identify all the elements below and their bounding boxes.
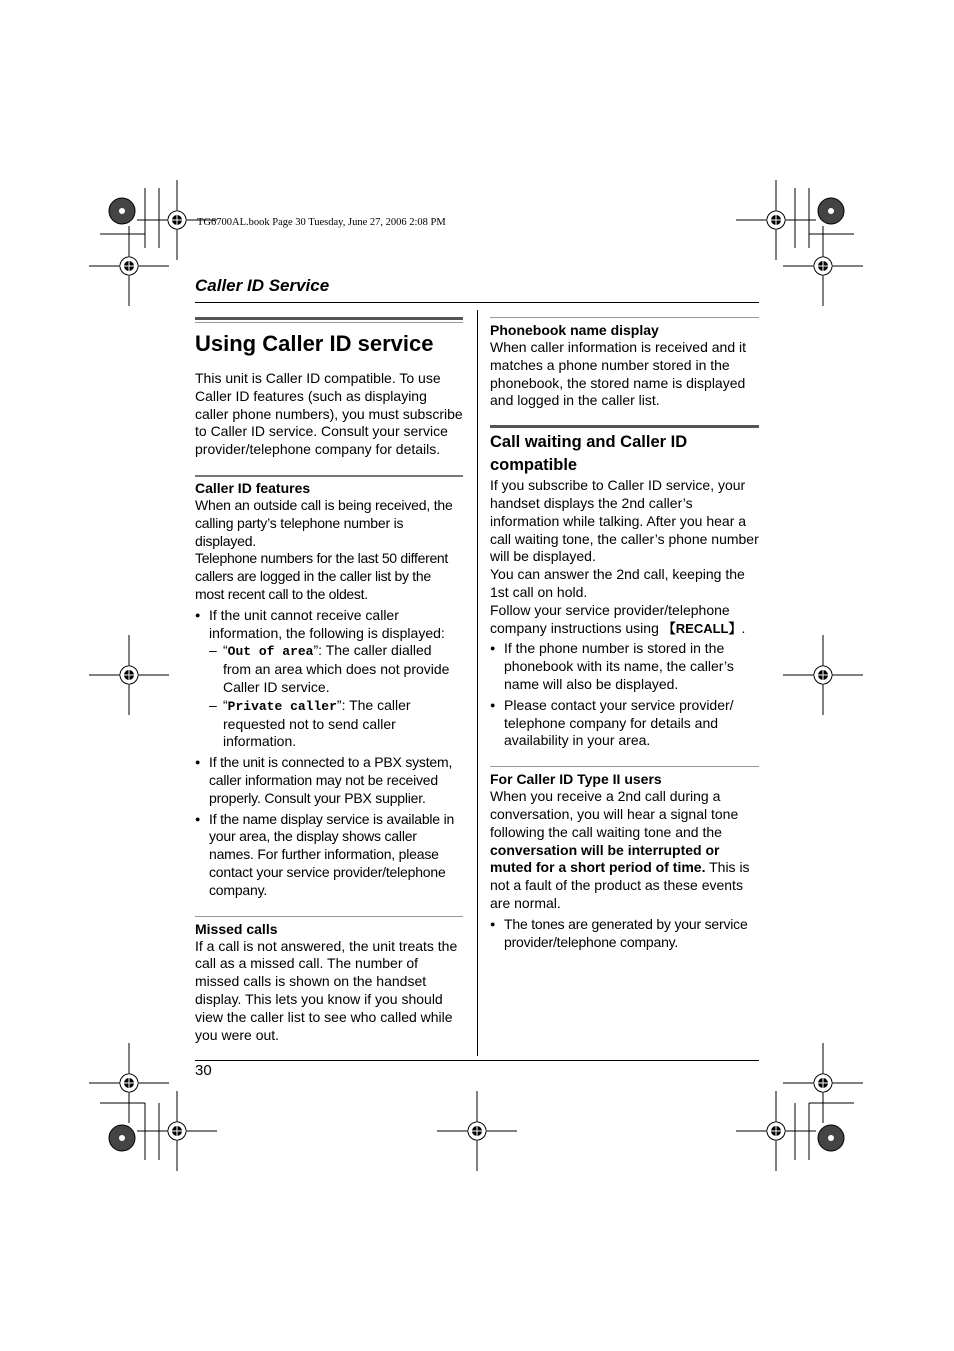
call-waiting-heading: Call waiting and Caller ID compatible xyxy=(490,433,688,475)
heading-bar-thin xyxy=(195,322,463,323)
bullet-text: Please contact your service provider/ telephone company for details and availability in your area. xyxy=(504,696,734,749)
page-number: 30 xyxy=(195,1062,212,1079)
list-item xyxy=(490,916,759,952)
list-item: – “Out of area”: The caller dialled from an area which does not provide Caller ID service. xyxy=(209,642,463,696)
bullet-text: If the unit cannot receive caller information, the following is displayed: xyxy=(209,606,445,641)
left-column xyxy=(195,317,463,1044)
display-message: Private caller xyxy=(227,698,337,714)
features-bullets xyxy=(195,607,463,900)
call-waiting-bullets xyxy=(490,640,759,750)
type2-bullets xyxy=(490,916,759,952)
paragraph-text: Follow your service provider/telephone company instructions using xyxy=(490,601,730,636)
subheading-bar xyxy=(490,317,759,318)
type2-heading: For Caller ID Type II users xyxy=(490,771,662,788)
heading-bar xyxy=(195,317,463,320)
subheading-bar xyxy=(195,475,463,477)
print-info: TG6700AL.book Page 30 Tuesday, June 27, 2006 2:08 PM xyxy=(197,217,446,228)
type2-paragraph xyxy=(490,788,759,913)
section-title: Caller ID Service xyxy=(195,276,330,295)
display-message: Out of area xyxy=(227,644,314,660)
bullet-text: If the unit is connected to a PBX system, caller information may not be received properly. Consult your PBX supplier. xyxy=(209,754,453,806)
call-waiting-paragraph-1: If you subscribe to Caller ID service, your handset displays the 2nd caller’s information while talking. After you hear a call waiting tone, the caller’s phone number will be displayed. xyxy=(490,477,759,565)
missed-calls-paragraph: If a call is not answered, the unit treats the call as a missed call. The number of missed calls is shown on the handset display. This lets you know if you should view the caller list to see who called while you were out. xyxy=(195,937,458,1043)
bullet-text: The tones are generated by your service provider/telephone company. xyxy=(504,915,748,950)
dash-text: : The caller requested not to send caller information. xyxy=(223,696,411,750)
paragraph-text: When you receive a 2nd call during a conversation, you will hear a signal tone following the call waiting tone and the xyxy=(490,788,739,840)
list-item xyxy=(490,640,759,693)
features-paragraph-2: Telephone numbers for the last 50 different callers are logged in the caller list by the most recent call to the oldest. xyxy=(195,550,449,602)
recall-key-label: RECALL xyxy=(675,620,729,636)
bullet-text: If the phone number is stored in the phonebook with its name, the caller’s name will also be displayed. xyxy=(504,640,734,692)
dash-list xyxy=(209,642,463,751)
list-item xyxy=(195,754,463,807)
call-waiting-paragraph-3: Follow your service provider/telephone company instructions using 【RECALL】. xyxy=(490,601,746,636)
list-item xyxy=(195,607,463,751)
phonebook-heading: Phonebook name display xyxy=(490,322,659,338)
paragraph-emphasis: conversation will be interrupted or muted for a short period of time. xyxy=(490,841,720,876)
right-column xyxy=(490,317,759,951)
subheading-bar xyxy=(490,766,759,767)
features-paragraph-1: When an outside call is being received, the calling party’s telephone number is displayed. xyxy=(195,496,453,549)
recall-key: 【RECALL】 xyxy=(662,620,742,636)
paragraph-text: This is not a fault of the product as these events are normal. xyxy=(490,859,750,911)
heading-bar xyxy=(490,425,759,428)
missed-calls-heading: Missed calls xyxy=(195,920,278,937)
intro-paragraph: This unit is Caller ID compatible. To use Caller ID features (such as displaying caller phone numbers), you must subscribe to Caller ID service. Consult your service provider/telephone company for details. xyxy=(195,370,463,458)
phonebook-paragraph: When caller information is received and it matches a phone number stored in the phonebook, the stored name is displayed and logged in the caller list. xyxy=(490,339,747,409)
column-divider xyxy=(477,310,478,1056)
call-waiting-paragraph-2: You can answer the 2nd call, keeping the 1st call on hold. xyxy=(490,566,745,600)
list-item xyxy=(195,811,463,900)
list-item: – “Private caller”: The caller requested not to send caller information. xyxy=(209,697,463,751)
bullet-text: If the name display service is available in your area, the display shows caller names. For further information, please contact your service provider/telephone company. xyxy=(209,810,455,898)
dash-text: : The caller dialled from an area which does not provide Caller ID service. xyxy=(223,642,450,695)
features-heading: Caller ID features xyxy=(195,479,311,496)
page-heading: Using Caller ID service xyxy=(195,331,434,356)
list-item xyxy=(490,697,759,750)
footer-rule xyxy=(195,1060,759,1061)
subheading-bar xyxy=(195,916,463,917)
header-rule xyxy=(195,302,759,303)
